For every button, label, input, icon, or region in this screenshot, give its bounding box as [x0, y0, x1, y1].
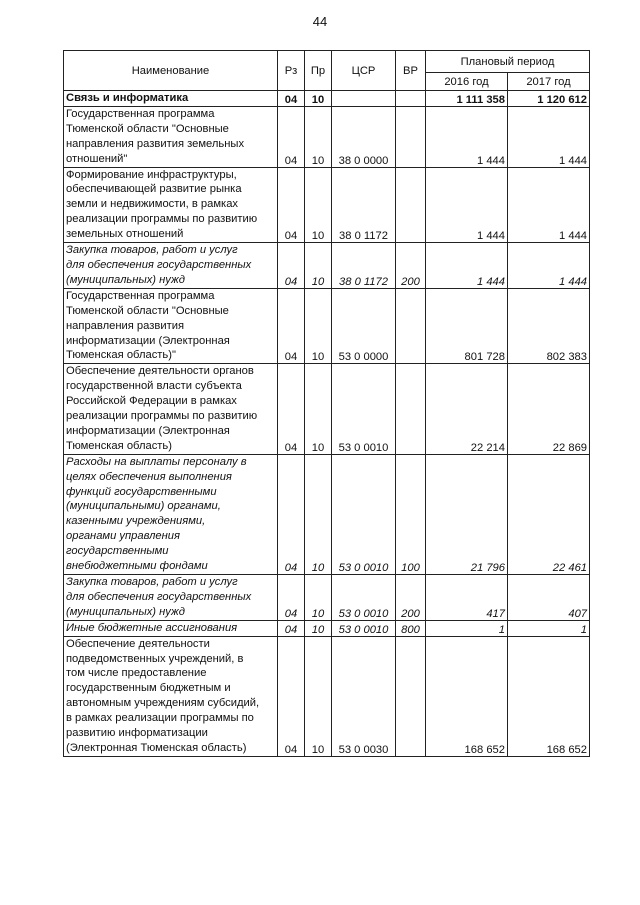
cell-amount-2017: 1 [508, 620, 590, 636]
cell-amount-2016: 168 652 [426, 636, 508, 756]
cell-amount-2016: 1 444 [426, 243, 508, 289]
table-row [64, 636, 590, 756]
cell-csr: 38 0 0000 [332, 106, 396, 167]
cell-rz: 04 [278, 243, 305, 289]
header-year-2016: 2016 год [426, 73, 508, 91]
table-row [64, 288, 590, 364]
cell-amount-2016: 1 111 358 [426, 91, 508, 107]
header-pr: Пр [305, 51, 332, 91]
cell-amount-2017: 1 120 612 [508, 91, 590, 107]
cell-csr: 53 0 0000 [332, 288, 396, 364]
cell-name: Государственная программа Тюменской области "Основные направления развития информатизации (Электронная Тюменская область)" [64, 288, 278, 364]
cell-vr [396, 364, 426, 454]
table-row [64, 575, 590, 621]
cell-amount-2017: 1 444 [508, 243, 590, 289]
cell-vr [396, 288, 426, 364]
cell-vr [396, 167, 426, 243]
cell-vr [396, 106, 426, 167]
cell-amount-2016: 21 796 [426, 454, 508, 574]
cell-name: Закупка товаров, работ и услуг для обеспечения государственных (муниципальных) нужд [64, 575, 278, 621]
table-row [64, 91, 590, 107]
cell-pr: 10 [305, 91, 332, 107]
cell-rz: 04 [278, 636, 305, 756]
cell-name: Связь и информатика [64, 91, 278, 107]
cell-amount-2016: 22 214 [426, 364, 508, 454]
table-row [64, 620, 590, 636]
cell-name: Расходы на выплаты персоналу в целях обеспечения выполнения функций государственными (муниципальными) органами, казенными учреждениями, органами управления государственными внебюджетными фондами [64, 454, 278, 574]
cell-vr: 800 [396, 620, 426, 636]
cell-pr: 10 [305, 167, 332, 243]
table-row [64, 243, 590, 289]
cell-pr: 10 [305, 620, 332, 636]
cell-amount-2017: 802 383 [508, 288, 590, 364]
cell-rz: 04 [278, 167, 305, 243]
cell-csr: 53 0 0010 [332, 454, 396, 574]
cell-amount-2016: 801 728 [426, 288, 508, 364]
cell-pr: 10 [305, 106, 332, 167]
cell-csr: 53 0 0010 [332, 620, 396, 636]
cell-amount-2016: 417 [426, 575, 508, 621]
cell-name: Иные бюджетные ассигнования [64, 620, 278, 636]
table-row [64, 454, 590, 574]
cell-csr [332, 91, 396, 107]
page-number: 44 [312, 14, 328, 29]
cell-amount-2017: 1 444 [508, 167, 590, 243]
cell-csr: 53 0 0010 [332, 364, 396, 454]
cell-name: Закупка товаров, работ и услуг для обеспечения государственных (муниципальных) нужд [64, 243, 278, 289]
cell-amount-2017: 22 869 [508, 364, 590, 454]
cell-rz: 04 [278, 91, 305, 107]
cell-pr: 10 [305, 636, 332, 756]
cell-vr [396, 91, 426, 107]
cell-csr: 38 0 1172 [332, 167, 396, 243]
cell-amount-2016: 1 444 [426, 106, 508, 167]
cell-pr: 10 [305, 454, 332, 574]
cell-rz: 04 [278, 575, 305, 621]
header-name: Наименование [64, 51, 278, 91]
cell-vr: 200 [396, 243, 426, 289]
cell-rz: 04 [278, 106, 305, 167]
cell-vr: 100 [396, 454, 426, 574]
cell-rz: 04 [278, 454, 305, 574]
cell-pr: 10 [305, 364, 332, 454]
cell-csr: 53 0 0010 [332, 575, 396, 621]
table-row [64, 167, 590, 243]
header-plan-period: Плановый период [426, 51, 590, 73]
cell-csr: 38 0 1172 [332, 243, 396, 289]
cell-pr: 10 [305, 243, 332, 289]
cell-vr [396, 636, 426, 756]
cell-vr: 200 [396, 575, 426, 621]
cell-amount-2016: 1 [426, 620, 508, 636]
cell-csr: 53 0 0030 [332, 636, 396, 756]
cell-rz: 04 [278, 620, 305, 636]
header-vr: ВР [396, 51, 426, 91]
cell-name: Формирование инфраструктуры, обеспечивающей развитие рынка земли и недвижимости, в рамках реализации программы по развитию земельных отношений [64, 167, 278, 243]
header-year-2017: 2017 год [508, 73, 590, 91]
cell-name: Государственная программа Тюменской области "Основные направления развития земельных отношений" [64, 106, 278, 167]
table-row [64, 106, 590, 167]
cell-rz: 04 [278, 288, 305, 364]
cell-amount-2017: 22 461 [508, 454, 590, 574]
cell-name: Обеспечение деятельности подведомственных учреждений, в том числе предоставление государственным бюджетным и автономным учреждениям субсидий, в рамках реализации программы по развитию информатизации (Электронная Тюменская область) [64, 636, 278, 756]
cell-rz: 04 [278, 364, 305, 454]
cell-amount-2017: 407 [508, 575, 590, 621]
budget-table [63, 50, 590, 757]
table-body [64, 91, 590, 757]
cell-amount-2016: 1 444 [426, 167, 508, 243]
cell-name: Обеспечение деятельности органов государственной власти субъекта Российской Федерации в рамках реализации программы по развитию информатизации (Электронная Тюменская область) [64, 364, 278, 454]
cell-amount-2017: 1 444 [508, 106, 590, 167]
header-rz: Рз [278, 51, 305, 91]
cell-amount-2017: 168 652 [508, 636, 590, 756]
table-row [64, 364, 590, 454]
cell-pr: 10 [305, 575, 332, 621]
header-csr: ЦСР [332, 51, 396, 91]
cell-pr: 10 [305, 288, 332, 364]
